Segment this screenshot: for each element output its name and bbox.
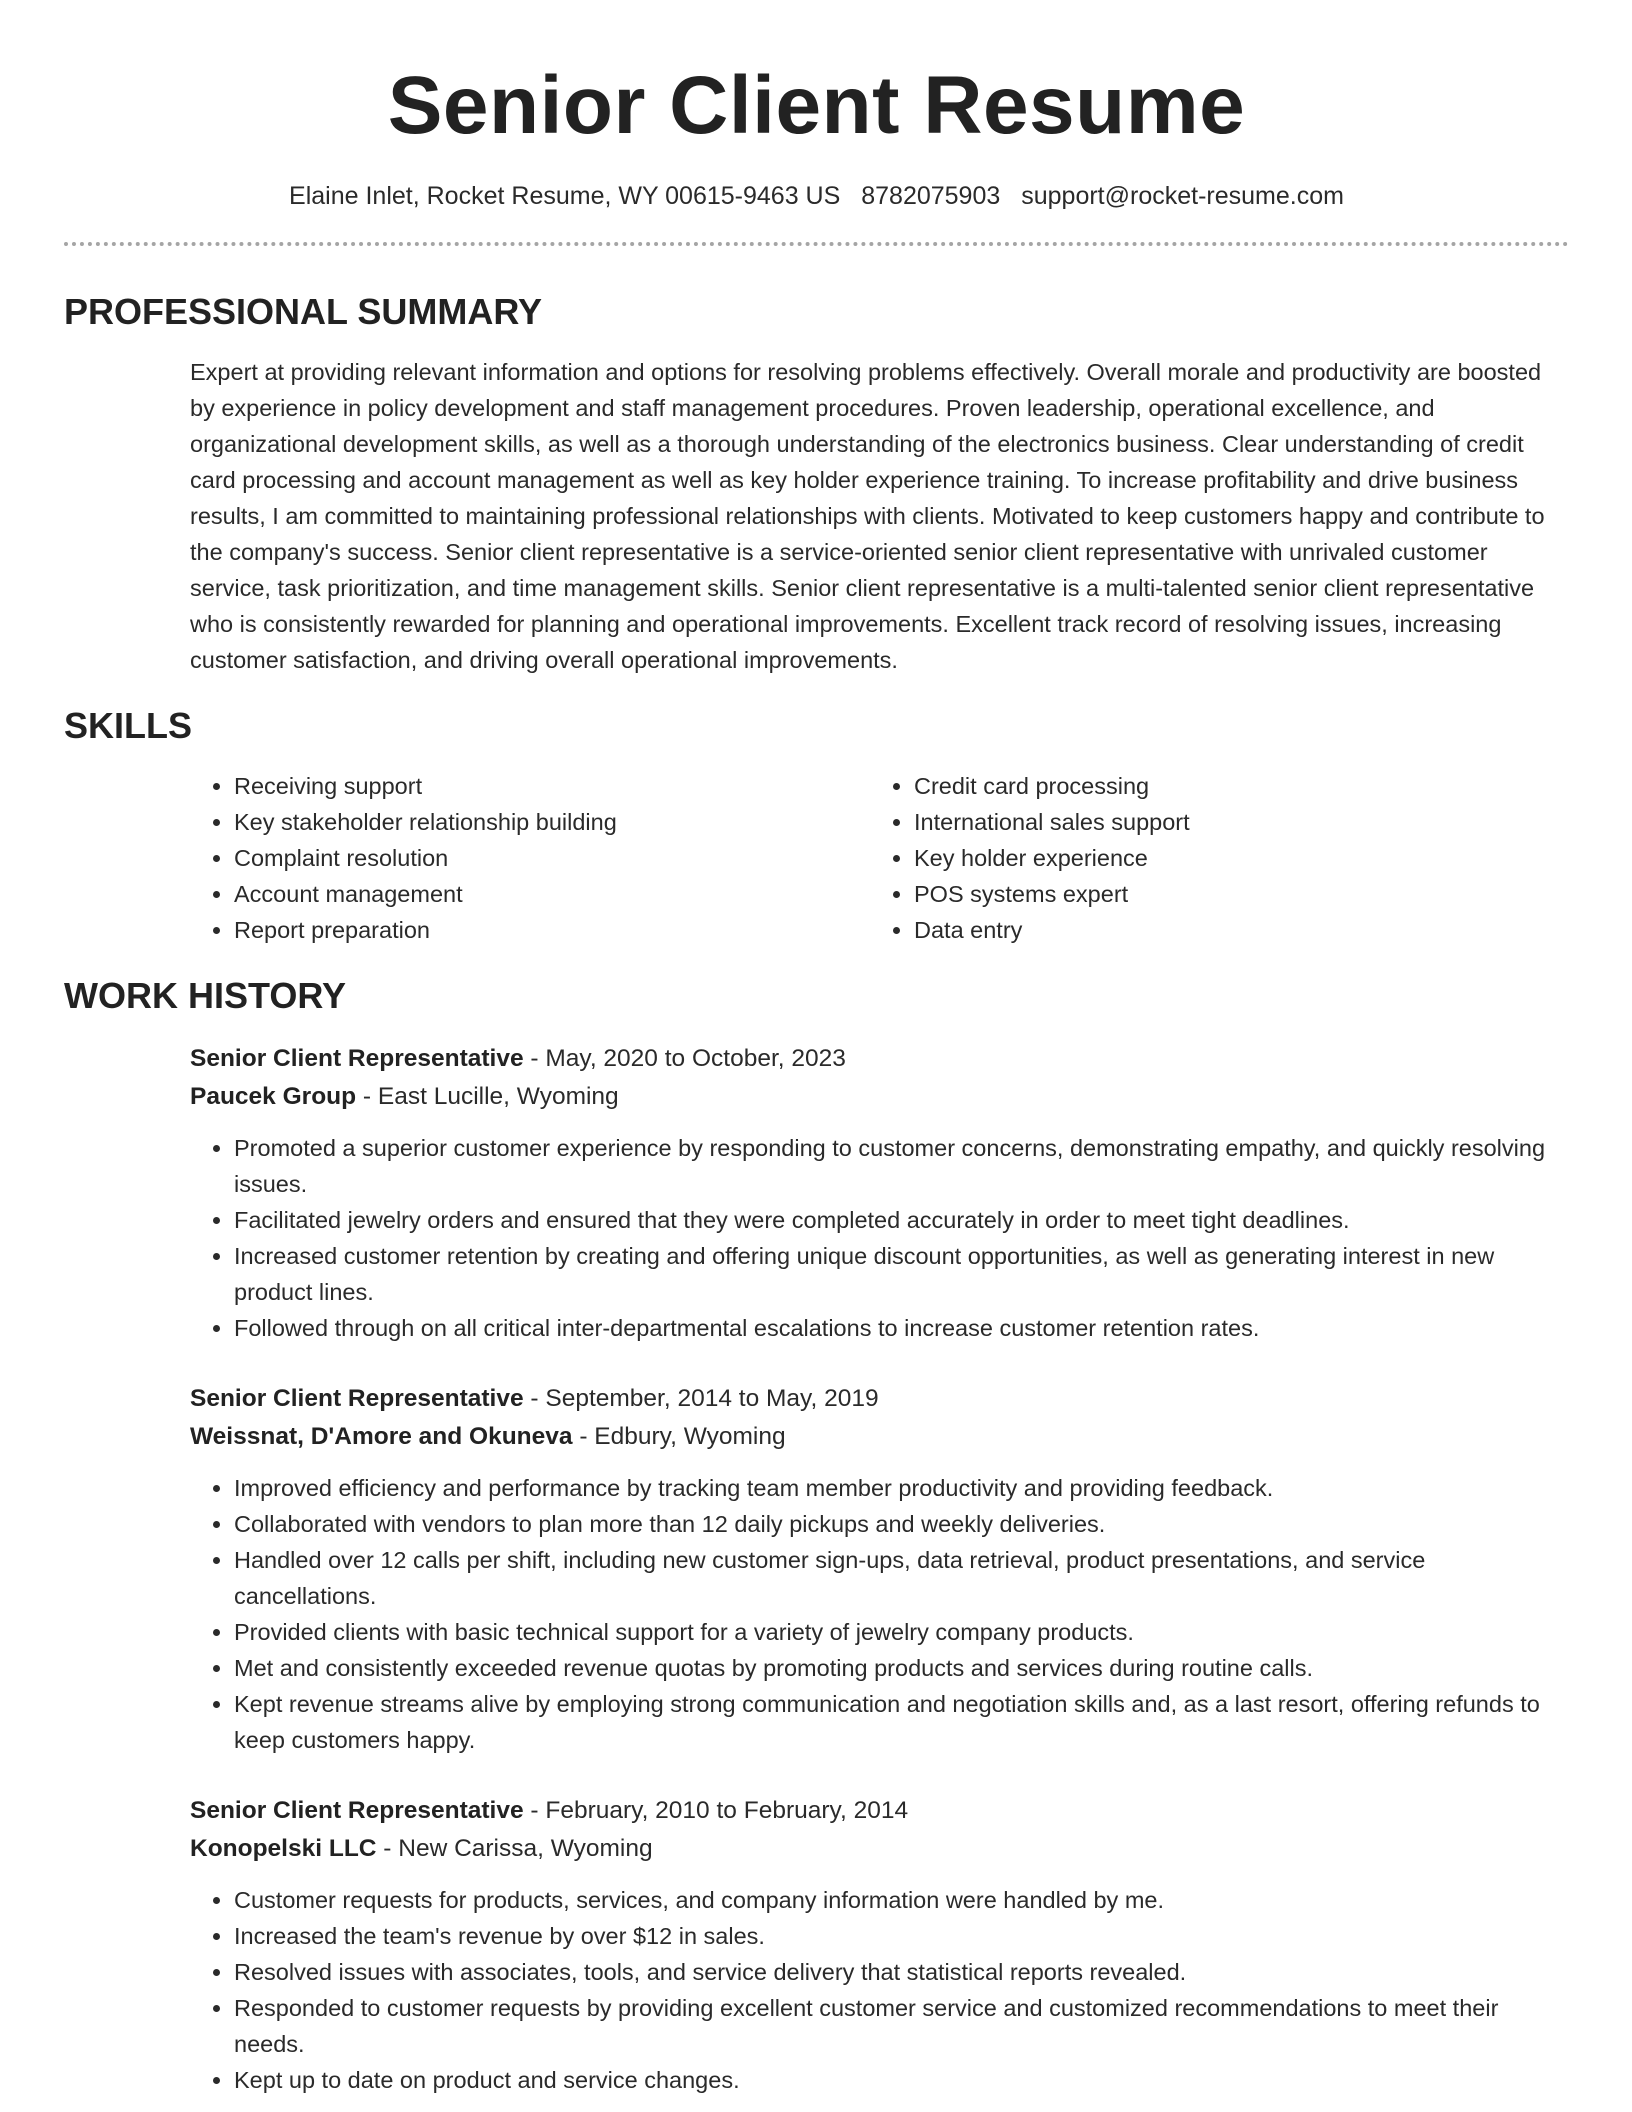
skill-item: • POS systems expert <box>914 876 1550 912</box>
job-title-line <box>190 1380 1569 1418</box>
skills-grid <box>190 768 1569 948</box>
job-bullets <box>190 1470 1569 1758</box>
summary-text: Expert at providing relevant information and options for resolving problems effectively. Overall morale and productivity are boosted by experience in policy development and staff management procedures. Proven leadership, operational excellence, and organizational development skills, as well as a thorough understanding of the electronics business. Clear understanding of credit card processing and account management as well as key holder experience training. To increase profitability and drive business results, I am committed to maintaining professional relationships with clients. Motivated to keep customers happy and contribute to the company's success. Senior client representative is a service-oriented senior client representative with unrivaled customer service, task prioritization, and time management skills. Senior client representative is a multi-talented senior client representative who is consistently rewarded for planning and operational improvements. Excellent track record of resolving issues, increasing customer satisfaction, and driving overall operational improvements. <box>190 359 1545 673</box>
job-location: - New Carissa, Wyoming <box>376 1835 653 1862</box>
job-entry <box>190 1792 1569 2098</box>
skills-heading: SKILLS <box>64 705 193 746</box>
job-bullet: • Increased customer retention by creating and offering unique discount opportunities, as well as generating interest in new product lines. <box>234 1238 1569 1310</box>
job-company: Weissnat, D'Amore and Okuneva <box>190 1423 573 1450</box>
skill-item: • Account management <box>234 876 870 912</box>
job-title: Senior Client Representative <box>190 1045 524 1072</box>
skill-item: • Report preparation <box>234 912 870 948</box>
contact-phone: 8782075903 <box>861 182 1001 210</box>
resume-title: Senior Client Resume <box>387 60 1246 151</box>
job-bullet: • Collaborated with vendors to plan more than 12 daily pickups and weekly deliveries. <box>234 1506 1569 1542</box>
job-bullet: • Kept revenue streams alive by employing strong communication and negotiation skills and, as a last resort, offering refunds to keep customers happy. <box>234 1686 1569 1758</box>
job-entry <box>190 1380 1569 1758</box>
job-bullet: • Handled over 12 calls per shift, including new customer sign-ups, data retrieval, product presentations, and service cancellations. <box>234 1542 1569 1614</box>
job-title-line <box>190 1792 1569 1830</box>
skills-column-left <box>190 768 870 948</box>
skill-item: • Data entry <box>914 912 1550 948</box>
job-bullet: • Followed through on all critical inter-departmental escalations to increase customer retention rates. <box>234 1310 1569 1346</box>
job-location: - Edbury, Wyoming <box>572 1423 786 1450</box>
job-bullet: • Resolved issues with associates, tools, and service delivery that statistical reports revealed. <box>234 1954 1569 1990</box>
summary-heading: PROFESSIONAL SUMMARY <box>64 291 543 332</box>
job-bullets <box>190 1882 1569 2098</box>
job-dates: - May, 2020 to October, 2023 <box>523 1045 846 1072</box>
job-company-line <box>190 1830 1569 1868</box>
job-bullet: • Increased the team's revenue by over $12 in sales. <box>234 1918 1569 1954</box>
job-bullet: • Customer requests for products, services, and company information were handled by me. <box>234 1882 1569 1918</box>
job-bullet: • Promoted a superior customer experience by responding to customer concerns, demonstrating empathy, and quickly resolving issues. <box>234 1130 1569 1202</box>
contact-address: Elaine Inlet, Rocket Resume, WY 00615-9463 US <box>289 182 841 210</box>
job-bullet: • Facilitated jewelry orders and ensured that they were completed accurately in order to meet tight deadlines. <box>234 1202 1569 1238</box>
job-location: - East Lucille, Wyoming <box>356 1083 619 1110</box>
skill-item: • Key holder experience <box>914 840 1550 876</box>
contact-email: support@rocket-resume.com <box>1021 182 1344 210</box>
job-company-line <box>190 1078 1569 1116</box>
job-bullet: • Responded to customer requests by providing excellent customer service and customized recommendations to meet their needs. <box>234 1990 1569 2062</box>
job-title: Senior Client Representative <box>190 1797 524 1824</box>
job-title-line <box>190 1040 1569 1078</box>
job-bullet: • Kept up to date on product and service changes. <box>234 2062 1569 2098</box>
job-bullet: • Improved efficiency and performance by tracking team member productivity and providing feedback. <box>234 1470 1569 1506</box>
skills-column-right <box>870 768 1550 948</box>
job-company-line <box>190 1418 1569 1456</box>
job-company: Paucek Group <box>190 1083 357 1110</box>
skill-item: • Key stakeholder relationship building <box>234 804 870 840</box>
job-bullet: • Met and consistently exceeded revenue quotas by promoting products and services during routine calls. <box>234 1650 1569 1686</box>
skill-item: • Credit card processing <box>914 768 1550 804</box>
job-title: Senior Client Representative <box>190 1385 524 1412</box>
contact-line <box>64 180 1569 212</box>
job-company: Konopelski LLC <box>190 1835 377 1862</box>
job-dates: - February, 2010 to February, 2014 <box>523 1797 909 1824</box>
job-entry <box>190 1040 1569 1346</box>
skill-item: • Receiving support <box>234 768 870 804</box>
header-divider <box>64 242 1569 246</box>
skill-item: • Complaint resolution <box>234 840 870 876</box>
resume-page <box>64 0 1569 2098</box>
skill-item: • International sales support <box>914 804 1550 840</box>
job-bullet: • Provided clients with basic technical support for a variety of jewelry company products. <box>234 1614 1569 1650</box>
work-history-heading: WORK HISTORY <box>64 975 347 1016</box>
job-bullets <box>190 1130 1569 1346</box>
job-dates: - September, 2014 to May, 2019 <box>523 1385 879 1412</box>
